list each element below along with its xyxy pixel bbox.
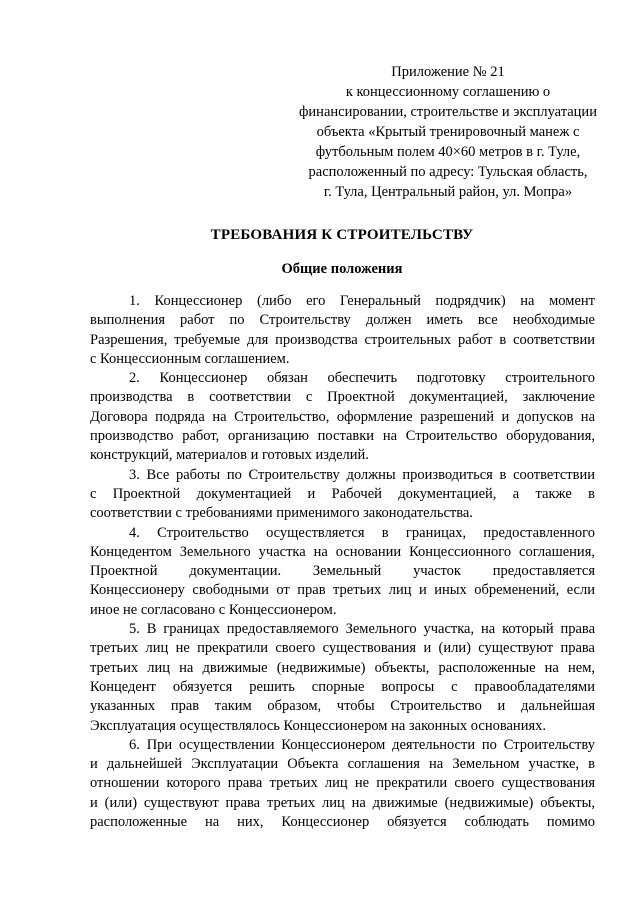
appendix-header-line: финансировании, строительстве и эксплуатации [299,104,597,120]
paragraph-line: отношении которого права третьих лиц не прекратили своего существования [90,775,595,792]
paragraph-line: 5. В границах предоставляемого Земельного участка, на который права [129,621,595,638]
paragraph-line: Концедент обязуется решить спорные вопросы с правообладателями [90,678,595,695]
appendix-header-line: расположенный по адресу: Тульская область, [308,164,588,180]
paragraph-line: указанных прав таким образом, чтобы Строительство и дальнейшая [90,698,595,715]
appendix-header-line: объекта «Крытый тренировочный манеж с [316,124,580,140]
paragraph-line: производство работ, организацию поставки на Строительство оборудования, [90,428,595,445]
paragraph-5 [90,620,595,736]
paragraph-line: иное не согласовано с Концессионером. [90,601,337,618]
appendix-header-line: г. Тула, Центральный район, ул. Мопра» [323,184,573,200]
paragraph-line: выполнения работ по Строительству должен иметь все необходимые [90,312,595,329]
paragraph-line: и (или) существуют права третьих лиц на движимые (недвижимые) объекты, [90,794,595,811]
paragraph-line: с Проектной документацией и Рабочей документацией, а также в [90,485,595,502]
paragraph-6 [90,736,595,832]
paragraph-2 [90,369,595,465]
paragraph-line: конструкций, материалов и готовых изделий. [90,447,369,464]
paragraph-line: Договора подряда на Строительство, оформление разрешений и допусков на [90,408,595,425]
paragraph-line: Концессионеру свободными от прав третьих лиц и иных обременений, если [90,582,595,599]
appendix-header [292,62,604,202]
paragraph-line: 2. Концессионер обязан обеспечить подготовку строительного [129,370,595,387]
appendix-header-line: футбольным полем 40×60 метров в г. Туле, [315,144,581,160]
appendix-header-line: Приложение № 21 [391,64,505,80]
paragraph-line: с Концессионным соглашением. [90,350,290,367]
paragraph-line: и дальнейшей Эксплуатации Объекта соглашения на Земельном участке, в [90,756,595,773]
document-body [90,292,595,832]
appendix-header-line: к концессионному соглашению о [345,84,551,100]
paragraph-line: соответствии с требованиями применимого законодательства. [90,505,473,522]
paragraph-line: Концедентом Земельного участка на основании Концессионного соглашения, [90,543,595,560]
paragraph-line: Проектной документации. Земельный участок предоставляется [90,563,595,580]
paragraph-line: 4. Строительство осуществляется в границах, предоставленного [129,524,595,541]
document-title: ТРЕБОВАНИЯ К СТРОИТЕЛЬСТВУ [210,227,474,243]
paragraph-line: 3. Все работы по Строительству должны производиться в соответствии [129,466,595,483]
paragraph-3 [90,466,595,524]
paragraph-line: производства в соответствии с Проектной документацией, заключение [90,389,595,406]
paragraph-line: третьих лиц на движимые (недвижимые) объекты, расположенные на нем, [90,659,595,676]
paragraph-line: Разрешения, требуемые для производства строительных работ в соответствии [90,331,595,348]
paragraph-1 [90,292,595,369]
paragraph-line: 6. При осуществлении Концессионером деятельности по Строительству [129,736,595,753]
paragraph-line: расположенные на них, Концессионер обязуется соблюдать помимо [90,814,595,831]
paragraph-line: третьих лиц не прекратили своего существования и (или) существуют права [90,640,595,657]
paragraph-4 [90,524,595,620]
section-title: Общие положения [281,261,403,277]
paragraph-line: 1. Концессионер (либо его Генеральный подрядчик) на момент [129,293,595,309]
paragraph-line: Эксплуатация осуществлялось Концессионером на законных основаниях. [90,717,546,734]
